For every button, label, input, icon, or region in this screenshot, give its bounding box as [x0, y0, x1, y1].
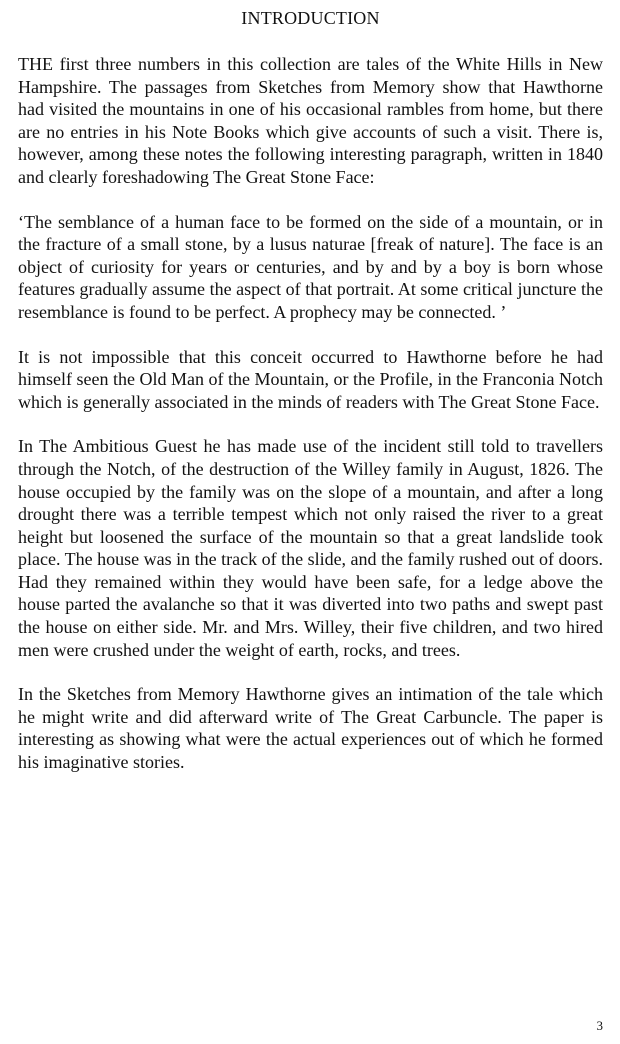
page-title: INTRODUCTION	[241, 8, 380, 28]
paragraph-2-quotation: ‘The semblance of a human face to be formed on the side of a mountain, or in the fracture of a small stone, by a lusus naturae [freak of nature]. The face is an object of curiosity for years or centuries, and by and by a boy is born whose features gradually assume the aspect of that portrait. At some critical juncture the resemblance is found to be perfect. A prophecy may be connected. ’	[18, 211, 603, 322]
paragraph-3: It is not impossible that this conceit occurred to Hawthorne before he had himself seen the Old Man of the Mountain, or the Profile, in the Franconia Notch which is generally associated in the minds of readers with The Great Stone Face.	[18, 346, 603, 412]
paragraph-4: In The Ambitious Guest he has made use of the incident still told to travellers through the Notch, of the destruction of the Willey family in August, 1826. The house occupied by the family was on the slope of a mountain, and after a long drought there was a terrible tempest which not only raised the river to a great height but loosened the surface of the mountain so that a great landslide took place. The house was in the track of the slide, and the family rushed out of doors. Had they remained within they would have been safe, for a ledge above the house parted the avalanche so that it was diverted into two paths and swept past the house on either side. Mr. and Mrs. Willey, their five children, and two hired men were crushed under the weight of earth, rocks, and trees.	[18, 436, 604, 660]
document-page	[18, 8, 603, 796]
paragraph-1: THE first three numbers in this collection are tales of the White Hills in New Hampshire. The passages from Sketches from Memory show that Hawthorne had visited the mountains in one of his occasional rambles from home, but there are no entries in his Note Books which give accounts of such a visit. There is, however, among these notes the following interesting paragraph, written in 1840 and clearly foreshadowing The Great Stone Face:	[18, 54, 603, 187]
paragraph-5: In the Sketches from Memory Hawthorne gives an intimation of the tale which he might write and did afterward write of The Great Carbuncle. The paper is interesting as showing what were the actual experiences out of which he formed his imaginative stories.	[18, 684, 603, 773]
page-number: 3	[596, 1018, 603, 1033]
